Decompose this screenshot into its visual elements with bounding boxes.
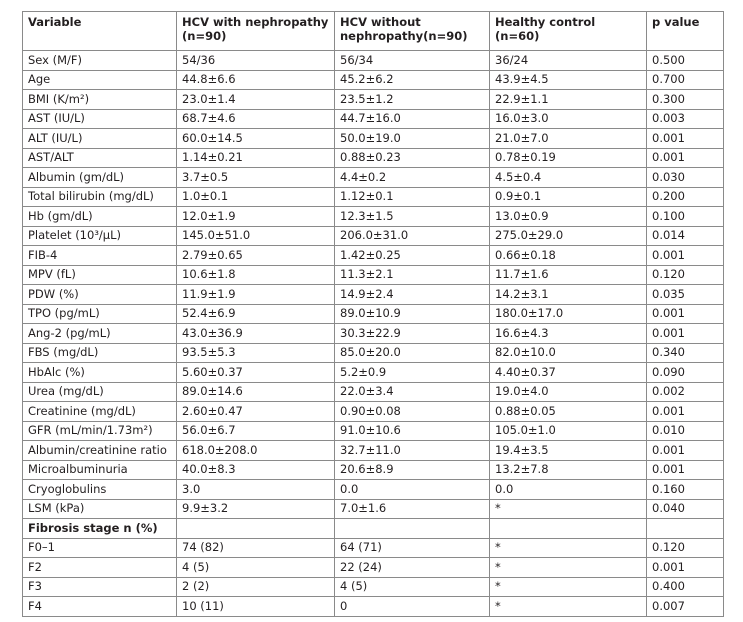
cell-p-value: 0.001 [647,324,724,344]
table-row [23,304,724,324]
cell-variable: Cryoglobulins [23,480,177,500]
cell-hcv-without-nephropathy: 50.0±19.0 [335,129,490,149]
table-row [23,51,724,71]
cell-hcv-with-nephropathy: 12.0±1.9 [177,207,335,227]
cell-healthy-control: 16.0±3.0 [490,109,647,129]
cell-hcv-with-nephropathy: 74 (82) [177,538,335,558]
cell-hcv-without-nephropathy: 0 [335,597,490,617]
cell-hcv-with-nephropathy: 145.0±51.0 [177,226,335,246]
table-row [23,207,724,227]
cell-p-value: 0.001 [647,304,724,324]
cell-p-value: 0.001 [647,129,724,149]
cell-hcv-without-nephropathy: 64 (71) [335,538,490,558]
cell-variable: Albumin (gm/dL) [23,168,177,188]
table-row [23,109,724,129]
table-row [23,577,724,597]
cell-healthy-control: 82.0±10.0 [490,343,647,363]
table-row [23,441,724,461]
cell-hcv-with-nephropathy: 10.6±1.8 [177,265,335,285]
cell-p-value: 0.400 [647,577,724,597]
cell-healthy-control: * [490,538,647,558]
cell-variable: Urea (mg/dL) [23,382,177,402]
header-healthy-control: Healthy control (n=60) [490,12,647,51]
cell-healthy-control: 0.0 [490,480,647,500]
cell-p-value: 0.014 [647,226,724,246]
cell-healthy-control: 16.6±4.3 [490,324,647,344]
cell-hcv-without-nephropathy: 14.9±2.4 [335,285,490,305]
cell-variable: F2 [23,558,177,578]
table-row [23,382,724,402]
cell-hcv-with-nephropathy: 43.0±36.9 [177,324,335,344]
cell-hcv-with-nephropathy: 4 (5) [177,558,335,578]
header-hcv-with-nephropathy: HCV with nephropathy (n=90) [177,12,335,51]
table-row [23,343,724,363]
section-empty-cell [177,519,335,539]
cell-healthy-control: 43.9±4.5 [490,70,647,90]
table-row [23,90,724,110]
cell-hcv-without-nephropathy: 56/34 [335,51,490,71]
cell-hcv-without-nephropathy: 206.0±31.0 [335,226,490,246]
cell-healthy-control: 105.0±1.0 [490,421,647,441]
cell-p-value: 0.120 [647,265,724,285]
cell-hcv-without-nephropathy: 44.7±16.0 [335,109,490,129]
cell-hcv-with-nephropathy: 89.0±14.6 [177,382,335,402]
section-title: Fibrosis stage n (%) [23,519,177,539]
table-row [23,285,724,305]
cell-variable: FIB-4 [23,246,177,266]
cell-p-value: 0.007 [647,597,724,617]
table-row [23,226,724,246]
cell-hcv-without-nephropathy: 91.0±10.6 [335,421,490,441]
header-variable: Variable [23,12,177,51]
table-row [23,421,724,441]
cell-variable: F0–1 [23,538,177,558]
table-row [23,70,724,90]
cell-variable: Microalbuminuria [23,460,177,480]
cell-p-value: 0.300 [647,90,724,110]
cell-hcv-with-nephropathy: 10 (11) [177,597,335,617]
cell-hcv-with-nephropathy: 1.14±0.21 [177,148,335,168]
cell-hcv-with-nephropathy: 40.0±8.3 [177,460,335,480]
cell-variable: Age [23,70,177,90]
cell-p-value: 0.340 [647,343,724,363]
cell-hcv-with-nephropathy: 2.79±0.65 [177,246,335,266]
cell-healthy-control: 13.0±0.9 [490,207,647,227]
cell-p-value: 0.030 [647,168,724,188]
cell-healthy-control: 0.9±0.1 [490,187,647,207]
cell-healthy-control: 11.7±1.6 [490,265,647,285]
cell-p-value: 0.035 [647,285,724,305]
header-p-value: p value [647,12,724,51]
cell-hcv-without-nephropathy: 23.5±1.2 [335,90,490,110]
cell-p-value: 0.120 [647,538,724,558]
cell-variable: F4 [23,597,177,617]
cell-p-value: 0.090 [647,363,724,383]
table-row [23,246,724,266]
cell-hcv-without-nephropathy: 11.3±2.1 [335,265,490,285]
cell-healthy-control: 21.0±7.0 [490,129,647,149]
cell-hcv-without-nephropathy: 1.12±0.1 [335,187,490,207]
cell-hcv-with-nephropathy: 5.60±0.37 [177,363,335,383]
table-row [23,597,724,617]
cell-variable: FBS (mg/dL) [23,343,177,363]
cell-variable: AST (IU/L) [23,109,177,129]
cell-healthy-control: 0.78±0.19 [490,148,647,168]
cell-hcv-with-nephropathy: 1.0±0.1 [177,187,335,207]
cell-variable: TPO (pg/mL) [23,304,177,324]
cell-hcv-with-nephropathy: 68.7±4.6 [177,109,335,129]
table-row [23,558,724,578]
cell-hcv-without-nephropathy: 1.42±0.25 [335,246,490,266]
cell-p-value: 0.001 [647,402,724,422]
cell-hcv-without-nephropathy: 7.0±1.6 [335,499,490,519]
cell-p-value: 0.002 [647,382,724,402]
table-row [23,480,724,500]
header-hcv-without-nephropathy: HCV without nephropathy(n=90) [335,12,490,51]
cell-hcv-with-nephropathy: 2.60±0.47 [177,402,335,422]
table-row [23,324,724,344]
cell-p-value: 0.160 [647,480,724,500]
cell-p-value: 0.001 [647,460,724,480]
cell-variable: BMI (K/m²) [23,90,177,110]
section-empty-cell [647,519,724,539]
cell-healthy-control: 275.0±29.0 [490,226,647,246]
cell-hcv-with-nephropathy: 2 (2) [177,577,335,597]
cell-p-value: 0.100 [647,207,724,227]
cell-p-value: 0.200 [647,187,724,207]
table-row [23,538,724,558]
cell-hcv-without-nephropathy: 32.7±11.0 [335,441,490,461]
cell-hcv-without-nephropathy: 0.0 [335,480,490,500]
cell-hcv-without-nephropathy: 22 (24) [335,558,490,578]
cell-hcv-without-nephropathy: 30.3±22.9 [335,324,490,344]
table-row [23,460,724,480]
cell-hcv-with-nephropathy: 93.5±5.3 [177,343,335,363]
cell-healthy-control: 13.2±7.8 [490,460,647,480]
cell-hcv-without-nephropathy: 45.2±6.2 [335,70,490,90]
cell-healthy-control: 19.0±4.0 [490,382,647,402]
cell-hcv-with-nephropathy: 52.4±6.9 [177,304,335,324]
cell-hcv-without-nephropathy: 12.3±1.5 [335,207,490,227]
cell-variable: PDW (%) [23,285,177,305]
cell-hcv-without-nephropathy: 5.2±0.9 [335,363,490,383]
cell-variable: AST/ALT [23,148,177,168]
section-row [23,519,724,539]
cell-variable: GFR (mL/min/1.73m²) [23,421,177,441]
cell-healthy-control: 22.9±1.1 [490,90,647,110]
cell-hcv-without-nephropathy: 4.4±0.2 [335,168,490,188]
cell-variable: Ang-2 (pg/mL) [23,324,177,344]
cell-healthy-control: 14.2±3.1 [490,285,647,305]
table-body [23,51,724,617]
cell-hcv-with-nephropathy: 618.0±208.0 [177,441,335,461]
cell-hcv-without-nephropathy: 85.0±20.0 [335,343,490,363]
cell-hcv-with-nephropathy: 56.0±6.7 [177,421,335,441]
section-empty-cell [335,519,490,539]
table-row [23,499,724,519]
cell-hcv-with-nephropathy: 3.0 [177,480,335,500]
cell-p-value: 0.001 [647,558,724,578]
cell-healthy-control: * [490,558,647,578]
table-row [23,363,724,383]
cell-healthy-control: 0.66±0.18 [490,246,647,266]
cell-variable: HbAlc (%) [23,363,177,383]
cell-hcv-with-nephropathy: 60.0±14.5 [177,129,335,149]
cell-healthy-control: 0.88±0.05 [490,402,647,422]
cell-healthy-control: 180.0±17.0 [490,304,647,324]
cell-p-value: 0.001 [647,246,724,266]
cell-hcv-with-nephropathy: 23.0±1.4 [177,90,335,110]
cell-healthy-control: 4.5±0.4 [490,168,647,188]
cell-hcv-without-nephropathy: 0.88±0.23 [335,148,490,168]
cell-hcv-with-nephropathy: 9.9±3.2 [177,499,335,519]
cell-hcv-with-nephropathy: 11.9±1.9 [177,285,335,305]
cell-hcv-with-nephropathy: 3.7±0.5 [177,168,335,188]
cell-p-value: 0.040 [647,499,724,519]
cell-variable: Hb (gm/dL) [23,207,177,227]
cell-variable: Total bilirubin (mg/dL) [23,187,177,207]
cell-p-value: 0.001 [647,148,724,168]
cell-healthy-control: * [490,577,647,597]
cell-healthy-control: * [490,597,647,617]
table-row [23,402,724,422]
cell-variable: Sex (M/F) [23,51,177,71]
table-row [23,129,724,149]
cell-variable: F3 [23,577,177,597]
cell-p-value: 0.010 [647,421,724,441]
table-row [23,168,724,188]
table-row [23,187,724,207]
table-row [23,148,724,168]
cell-hcv-without-nephropathy: 4 (5) [335,577,490,597]
comparison-table [22,11,724,617]
cell-variable: ALT (IU/L) [23,129,177,149]
cell-variable: MPV (fL) [23,265,177,285]
data-table-container [22,11,724,617]
cell-variable: Platelet (10³/μL) [23,226,177,246]
table-row [23,265,724,285]
cell-hcv-with-nephropathy: 54/36 [177,51,335,71]
cell-p-value: 0.001 [647,441,724,461]
cell-p-value: 0.700 [647,70,724,90]
cell-hcv-without-nephropathy: 0.90±0.08 [335,402,490,422]
cell-hcv-without-nephropathy: 89.0±10.9 [335,304,490,324]
section-empty-cell [490,519,647,539]
cell-variable: Creatinine (mg/dL) [23,402,177,422]
cell-p-value: 0.003 [647,109,724,129]
cell-variable: Albumin/creatinine ratio [23,441,177,461]
cell-healthy-control: * [490,499,647,519]
cell-hcv-without-nephropathy: 22.0±3.4 [335,382,490,402]
cell-p-value: 0.500 [647,51,724,71]
header-row [23,12,724,51]
cell-variable: LSM (kPa) [23,499,177,519]
cell-hcv-with-nephropathy: 44.8±6.6 [177,70,335,90]
cell-healthy-control: 19.4±3.5 [490,441,647,461]
cell-hcv-without-nephropathy: 20.6±8.9 [335,460,490,480]
cell-healthy-control: 4.40±0.37 [490,363,647,383]
cell-healthy-control: 36/24 [490,51,647,71]
